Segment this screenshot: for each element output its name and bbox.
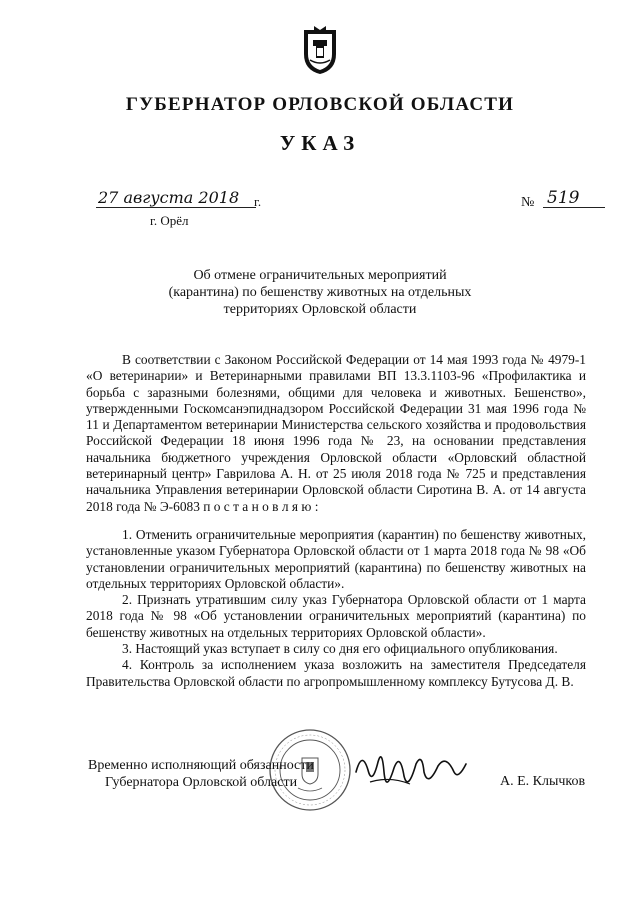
number-label: №: [521, 195, 535, 210]
preamble-paragraph: В соответствии с Законом Российской Федерации от 14 мая 1993 года № 4979-1 «О ветеринарии» и Ветеринарными правилами ВП 13.3.1103-96 «Профилактика и борьба с заразными болезнями, общими для человека и животных. Бешенство», утвержденными Госкомсанэпиднадзором Российской Федерации 31 мая 1996 года № 11 и Департаментом ветеринарии Министерства сельского хозяйства и продовольствия Российской Федерации 18 июня 1996 года № 23, на основании представления начальника бюджетного учреждения Орловской области «Орловский областной ветеринарный центр» Гаврилова А. Н. от 25 июля 2018 года № 725 и представления начальника Управления ветеринарии Орловской области Сиротина В. А. от 14 августа 2018 года № Э-6083 п о с т а н о в л я ю :: [86, 352, 586, 514]
signatory-position: [88, 757, 314, 791]
decree-item-1: 1. Отменить ограничительные мероприятия (карантин) по бешенству животных, установленные указом Губернатора Орловской области от 1 марта 2018 года № 98 «Об установлении ограничительных мероприятий (карантина) по бешенству животных на отдельных территориях Орловской области».: [86, 527, 586, 591]
signatory-name: А. Е. Клычков: [500, 774, 586, 789]
decree-item-2: 2. Признать утратившим силу указ Губернатора Орловской области от 1 марта 2018 года № 98 «Об установлении ограничительных мероприятий (карантина) по бешенству животных на отдельных территориях Орловской области».: [86, 592, 586, 640]
issuing-authority: ГУБЕРНАТОР ОРЛОВСКОЙ ОБЛАСТИ: [125, 94, 515, 115]
document-type: УКАЗ: [279, 131, 361, 155]
handwritten-number: 519: [543, 189, 605, 208]
decree-title: Об отмене ограничительных мероприятий (карантина) по бешенству животных на отдельных территориях Орловской области: [168, 268, 472, 317]
preamble: [86, 352, 586, 515]
place-of-issue: г. Орёл: [150, 213, 189, 228]
decree-item-4: 4. Контроль за исполнением указа возложить на заместителя Председателя Правительства Орловской области по агропромышленному комплексу Бутусова Д. В.: [86, 657, 586, 689]
orel-region-coat-of-arms-icon: [300, 24, 340, 76]
signatory-position-line2: Губернатора Орловской области: [105, 775, 298, 790]
date-suffix: г.: [254, 194, 262, 209]
decree-items: [86, 527, 586, 690]
handwritten-signature-icon: [350, 742, 470, 802]
decree-item-3: 3. Настоящий указ вступает в силу со дня его официального опубликования.: [122, 641, 558, 657]
signatory-position-line1: Временно исполняющий обязанности: [88, 758, 314, 773]
handwritten-date: 27 августа 2018: [96, 189, 256, 208]
